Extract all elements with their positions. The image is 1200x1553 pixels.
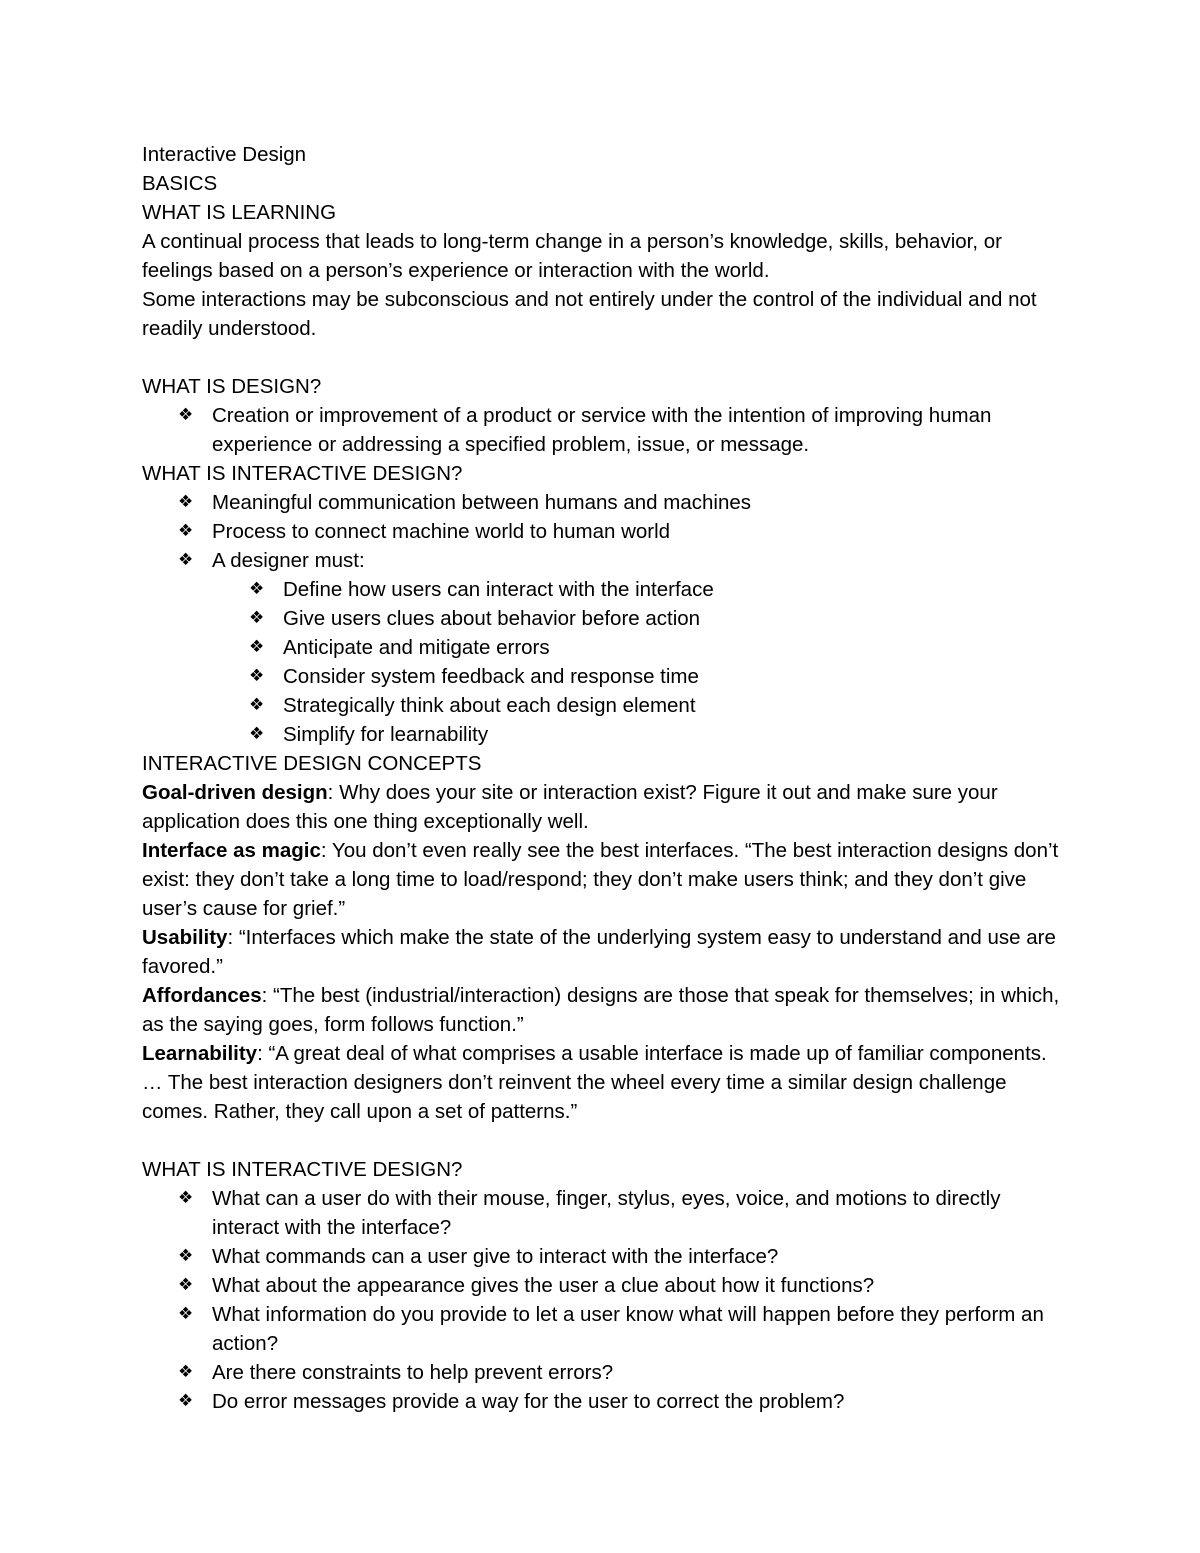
bullet-text: What information do you provide to let a user know what will happen before they perform an action? [212, 1303, 1044, 1355]
concept-term: Affordances [142, 984, 262, 1007]
bullet-text: Strategically think about each design element [283, 694, 696, 717]
list-item [142, 1271, 1062, 1300]
diamond-bullet-icon: ❖ [249, 666, 265, 686]
diamond-bullet-icon: ❖ [178, 1304, 194, 1324]
questions-bullet-list [142, 1184, 1062, 1416]
list-item [142, 1387, 1062, 1416]
bullet-text: Are there constraints to help prevent errors? [212, 1361, 614, 1384]
concept-paragraph [142, 1039, 1062, 1126]
diamond-bullet-icon: ❖ [178, 521, 194, 541]
design-bullet-list [142, 401, 1062, 459]
list-item [142, 633, 1062, 662]
concept-term: Interface as magic [142, 839, 321, 862]
list-item [142, 691, 1062, 720]
list-item [142, 604, 1062, 633]
concept-paragraph [142, 981, 1062, 1039]
diamond-bullet-icon: ❖ [178, 1362, 194, 1382]
diamond-bullet-icon: ❖ [178, 1188, 194, 1208]
concept-paragraph [142, 836, 1062, 923]
concept-paragraph [142, 778, 1062, 836]
list-item [142, 1358, 1062, 1387]
bullet-text: Meaningful communication between humans and machines [212, 491, 752, 514]
concept-text: : “The best (industrial/interaction) designs are those that speak for themselves; in which, as the saying goes, form follows function.” [142, 984, 1060, 1036]
doc-title: Interactive Design [142, 143, 307, 166]
diamond-bullet-icon: ❖ [178, 550, 194, 570]
design-heading: WHAT IS DESIGN? [142, 375, 322, 398]
bullet-text: What commands can a user give to interact with the interface? [212, 1245, 779, 1268]
diamond-bullet-icon: ❖ [178, 1275, 194, 1295]
bullet-text: Simplify for learnability [283, 723, 489, 746]
diamond-bullet-icon: ❖ [178, 1246, 194, 1266]
list-item [142, 1300, 1062, 1358]
diamond-bullet-icon: ❖ [249, 695, 265, 715]
list-item [142, 575, 1062, 604]
interactive-heading-2: WHAT IS INTERACTIVE DESIGN? [142, 1158, 463, 1181]
interactive-heading: WHAT IS INTERACTIVE DESIGN? [142, 462, 463, 485]
basics-label: BASICS [142, 172, 218, 195]
bullet-text: Consider system feedback and response time [283, 665, 699, 688]
diamond-bullet-icon: ❖ [249, 724, 265, 744]
list-item [142, 488, 1062, 517]
diamond-bullet-icon: ❖ [249, 637, 265, 657]
spacer [142, 1126, 1062, 1155]
list-item [142, 1242, 1062, 1271]
bullet-text: Creation or improvement of a product or service with the intention of improving human experience or addressing a specified problem, issue, or message. [212, 404, 992, 456]
list-item [142, 1184, 1062, 1242]
list-item [142, 720, 1062, 749]
bullet-text: What can a user do with their mouse, finger, stylus, eyes, voice, and motions to directly interact with the interface? [212, 1187, 1001, 1239]
concept-term: Usability [142, 926, 228, 949]
bullet-text: What about the appearance gives the user a clue about how it functions? [212, 1274, 875, 1297]
diamond-bullet-icon: ❖ [249, 579, 265, 599]
concept-text: : “Interfaces which make the state of the underlying system easy to understand and use are favored.” [142, 926, 1056, 978]
bullet-text: Do error messages provide a way for the user to correct the problem? [212, 1390, 845, 1413]
learning-paragraph-2: Some interactions may be subconscious and not entirely under the control of the individual and not readily understood. [142, 288, 1037, 340]
diamond-bullet-icon: ❖ [178, 405, 194, 425]
spacer [142, 343, 1062, 372]
bullet-text: Process to connect machine world to human world [212, 520, 671, 543]
concept-text: : You don’t even really see the best interfaces. “The best interaction designs don’t exist: they don’t take a long time to load/respond; they don’t make users think; and they don’t give user’s cause for grief.” [142, 839, 1059, 920]
list-item [142, 517, 1062, 546]
learning-heading: WHAT IS LEARNING [142, 201, 337, 224]
concept-text: : Why does your site or interaction exist? Figure it out and make sure your application does this one thing exceptionally well. [142, 781, 998, 833]
bullet-text: Anticipate and mitigate errors [283, 636, 550, 659]
concepts-heading: INTERACTIVE DESIGN CONCEPTS [142, 752, 482, 775]
bullet-text: Define how users can interact with the interface [283, 578, 714, 601]
list-item [142, 662, 1062, 691]
list-item [142, 401, 1062, 459]
concept-text: : “A great deal of what comprises a usable interface is made up of familiar components. … The best interaction designers don’t reinvent the wheel every time a similar design challenge comes. Rather, they call upon a set of patterns.” [142, 1042, 1047, 1123]
concept-paragraph [142, 923, 1062, 981]
concept-term: Learnability [142, 1042, 258, 1065]
document-page [142, 140, 1062, 1416]
interactive-bullet-list [142, 488, 1062, 749]
bullet-text: Give users clues about behavior before action [283, 607, 701, 630]
learning-paragraph-1: A continual process that leads to long-term change in a person’s knowledge, skills, behavior, or feelings based on a person’s experience or interaction with the world. [142, 230, 1002, 282]
bullet-text: A designer must: [212, 549, 365, 572]
list-item [142, 546, 1062, 575]
diamond-bullet-icon: ❖ [178, 492, 194, 512]
concept-term: Goal-driven design [142, 781, 328, 804]
diamond-bullet-icon: ❖ [178, 1391, 194, 1411]
diamond-bullet-icon: ❖ [249, 608, 265, 628]
